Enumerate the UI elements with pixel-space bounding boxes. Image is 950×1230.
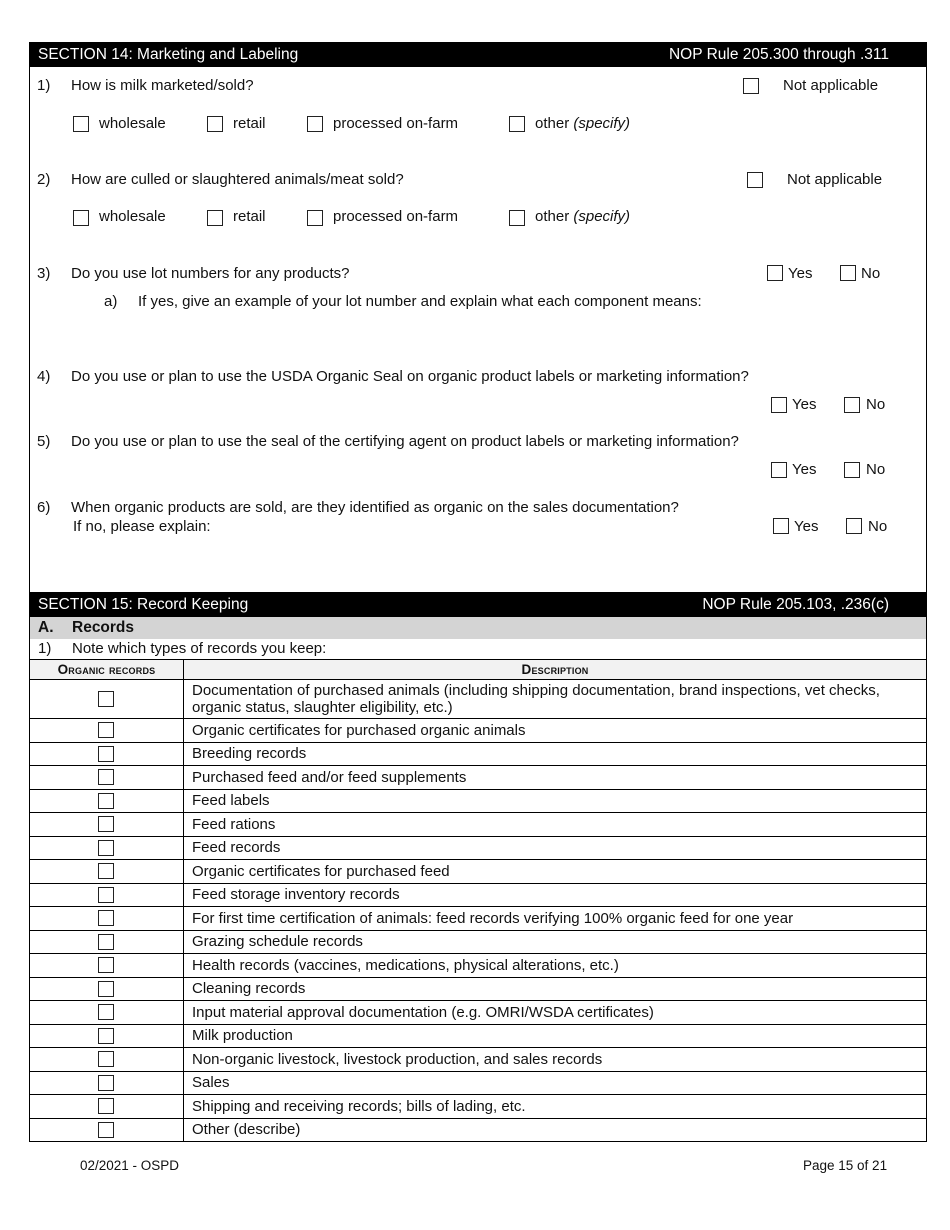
record-checkbox[interactable] bbox=[98, 910, 114, 926]
q5-yes-label: Yes bbox=[792, 461, 817, 478]
record-description: Other (describe) bbox=[184, 1118, 927, 1142]
record-description: Breeding records bbox=[184, 742, 927, 766]
q6-text: When organic products are sold, are they identified as organic on the sales documentation? bbox=[71, 499, 679, 516]
q3-no-label: No bbox=[861, 265, 881, 282]
records-letter: A. bbox=[38, 619, 54, 636]
column-header-description: Description bbox=[184, 660, 927, 680]
q2-other-text: other bbox=[535, 208, 574, 225]
q2-not-applicable-label: Not applicable bbox=[787, 171, 883, 188]
footer-page-number: Page 15 of 21 bbox=[803, 1158, 888, 1173]
organic-records-cell bbox=[30, 1095, 184, 1119]
q1-retail-checkbox[interactable] bbox=[207, 116, 223, 132]
record-checkbox[interactable] bbox=[98, 746, 114, 762]
organic-records-cell bbox=[30, 883, 184, 907]
records-note-row bbox=[29, 639, 927, 660]
q1-not-applicable-checkbox[interactable] bbox=[743, 78, 759, 94]
q2-processed-checkbox[interactable] bbox=[307, 210, 323, 226]
table-row bbox=[30, 1095, 927, 1119]
q4-text: Do you use or plan to use the USDA Organic Seal on organic product labels or marketing information? bbox=[71, 368, 749, 385]
record-checkbox[interactable] bbox=[98, 1098, 114, 1114]
record-description: Health records (vaccines, medications, physical alterations, etc.) bbox=[184, 954, 927, 978]
q1-other-text: other bbox=[535, 115, 574, 132]
q3-text: Do you use lot numbers for any products? bbox=[71, 265, 350, 282]
q1-not-applicable-label: Not applicable bbox=[783, 77, 879, 94]
q5-text: Do you use or plan to use the seal of the certifying agent on product labels or marketing information? bbox=[71, 433, 739, 450]
table-row bbox=[30, 954, 927, 978]
record-description: Input material approval documentation (e.g. OMRI/WSDA certificates) bbox=[184, 1001, 927, 1025]
q6-yes-checkbox[interactable] bbox=[773, 518, 789, 534]
record-description: Grazing schedule records bbox=[184, 930, 927, 954]
q2-wholesale-label: wholesale bbox=[99, 208, 166, 225]
table-row bbox=[30, 789, 927, 813]
organic-records-cell bbox=[30, 930, 184, 954]
q2-processed-label: processed on-farm bbox=[333, 208, 459, 225]
records-table bbox=[29, 659, 927, 1142]
organic-records-cell bbox=[30, 789, 184, 813]
records-subheader bbox=[29, 617, 927, 639]
q5-no-label: No bbox=[866, 461, 886, 478]
q1-other-checkbox[interactable] bbox=[509, 116, 525, 132]
record-description: Milk production bbox=[184, 1024, 927, 1048]
q2-text: How are culled or slaughtered animals/meat sold? bbox=[71, 171, 404, 188]
q6-explain-label: If no, please explain: bbox=[73, 518, 211, 535]
record-checkbox[interactable] bbox=[98, 957, 114, 973]
section-15-rule: NOP Rule 205.103, .236(c) bbox=[702, 596, 889, 613]
record-checkbox[interactable] bbox=[98, 722, 114, 738]
organic-records-cell bbox=[30, 1071, 184, 1095]
organic-records-cell bbox=[30, 836, 184, 860]
section-15-title: SECTION 15: Record Keeping bbox=[38, 596, 249, 613]
q2-other-checkbox[interactable] bbox=[509, 210, 525, 226]
q1-number: 1) bbox=[37, 77, 51, 94]
q4-no-checkbox[interactable] bbox=[844, 397, 860, 413]
q5-number: 5) bbox=[37, 433, 51, 450]
q3-yes-label: Yes bbox=[788, 265, 813, 282]
record-description: Organic certificates for purchased feed bbox=[184, 860, 927, 884]
q4-yes-label: Yes bbox=[792, 396, 817, 413]
table-row bbox=[30, 883, 927, 907]
organic-records-cell bbox=[30, 907, 184, 931]
record-checkbox[interactable] bbox=[98, 840, 114, 856]
table-row bbox=[30, 1001, 927, 1025]
record-description: Feed storage inventory records bbox=[184, 883, 927, 907]
organic-records-cell bbox=[30, 766, 184, 790]
record-description: Feed labels bbox=[184, 789, 927, 813]
record-description: Organic certificates for purchased organic animals bbox=[184, 719, 927, 743]
q1-other-specify: (specify) bbox=[573, 115, 631, 132]
record-description: Cleaning records bbox=[184, 977, 927, 1001]
record-description: Purchased feed and/or feed supplements bbox=[184, 766, 927, 790]
record-checkbox[interactable] bbox=[98, 691, 114, 707]
organic-records-cell bbox=[30, 719, 184, 743]
record-checkbox[interactable] bbox=[98, 1028, 114, 1044]
organic-records-cell bbox=[30, 977, 184, 1001]
table-row bbox=[30, 1024, 927, 1048]
section-14-title: SECTION 14: Marketing and Labeling bbox=[38, 46, 299, 63]
q1-retail-label: retail bbox=[233, 115, 266, 132]
record-checkbox[interactable] bbox=[98, 981, 114, 997]
organic-records-cell bbox=[30, 954, 184, 978]
records-note-number: 1) bbox=[38, 640, 52, 657]
table-row bbox=[30, 742, 927, 766]
organic-records-cell bbox=[30, 1048, 184, 1072]
record-checkbox[interactable] bbox=[98, 1122, 114, 1138]
record-description: Sales bbox=[184, 1071, 927, 1095]
table-row bbox=[30, 813, 927, 837]
record-checkbox[interactable] bbox=[98, 816, 114, 832]
record-description: Feed records bbox=[184, 836, 927, 860]
q5-yes-checkbox[interactable] bbox=[771, 462, 787, 478]
record-checkbox[interactable] bbox=[98, 793, 114, 809]
q1-processed-checkbox[interactable] bbox=[307, 116, 323, 132]
q1-wholesale-checkbox[interactable] bbox=[73, 116, 89, 132]
record-description: Non-organic livestock, livestock production, and sales records bbox=[184, 1048, 927, 1072]
record-checkbox[interactable] bbox=[98, 887, 114, 903]
table-row bbox=[30, 930, 927, 954]
table-row bbox=[30, 836, 927, 860]
q3-no-checkbox[interactable] bbox=[840, 265, 856, 281]
table-row bbox=[30, 1048, 927, 1072]
q1-text: How is milk marketed/sold? bbox=[71, 77, 254, 94]
q6-number: 6) bbox=[37, 499, 51, 516]
q6-no-label: No bbox=[868, 518, 888, 535]
q2-retail-checkbox[interactable] bbox=[207, 210, 223, 226]
footer-date: 02/2021 - OSPD bbox=[80, 1158, 180, 1173]
q3-number: 3) bbox=[37, 265, 51, 282]
q6-yes-label: Yes bbox=[794, 518, 819, 535]
section-14-rule: NOP Rule 205.300 through .311 bbox=[668, 46, 889, 63]
record-description: For first time certification of animals: feed records verifying 100% organic feed for one year bbox=[184, 907, 927, 931]
organic-records-cell bbox=[30, 860, 184, 884]
table-row bbox=[30, 719, 927, 743]
organic-records-cell bbox=[30, 1024, 184, 1048]
q2-not-applicable-checkbox[interactable] bbox=[747, 172, 763, 188]
record-description: Documentation of purchased animals (including shipping documentation, brand inspections, vet checks, organic status, slaughter eligibility, etc.) bbox=[184, 680, 927, 719]
organic-records-cell bbox=[30, 1118, 184, 1142]
organic-records-cell bbox=[30, 813, 184, 837]
q4-no-label: No bbox=[866, 396, 886, 413]
q3-yes-checkbox[interactable] bbox=[767, 265, 783, 281]
q2-other-label bbox=[535, 208, 630, 225]
q1-processed-label: processed on-farm bbox=[333, 115, 459, 132]
q3a-number: a) bbox=[104, 293, 118, 310]
q2-retail-label: retail bbox=[233, 208, 266, 225]
record-description: Shipping and receiving records; bills of lading, etc. bbox=[184, 1095, 927, 1119]
q2-wholesale-checkbox[interactable] bbox=[73, 210, 89, 226]
records-note-text: Note which types of records you keep: bbox=[72, 640, 327, 657]
q2-number: 2) bbox=[37, 171, 51, 188]
organic-records-cell bbox=[30, 680, 184, 719]
record-checkbox[interactable] bbox=[98, 1051, 114, 1067]
q5-no-checkbox[interactable] bbox=[844, 462, 860, 478]
q4-yes-checkbox[interactable] bbox=[771, 397, 787, 413]
q4-number: 4) bbox=[37, 368, 51, 385]
q2-other-specify: (specify) bbox=[573, 208, 631, 225]
q1-other-label bbox=[535, 115, 630, 132]
records-table-header bbox=[30, 660, 927, 680]
organic-records-cell bbox=[30, 1001, 184, 1025]
record-description: Feed rations bbox=[184, 813, 927, 837]
table-row bbox=[30, 977, 927, 1001]
table-row bbox=[30, 1118, 927, 1142]
table-row bbox=[30, 907, 927, 931]
table-row bbox=[30, 1071, 927, 1095]
record-checkbox[interactable] bbox=[98, 769, 114, 785]
table-row bbox=[30, 680, 927, 719]
table-row bbox=[30, 766, 927, 790]
table-row bbox=[30, 860, 927, 884]
column-header-organic-records: Organic records bbox=[30, 660, 184, 680]
record-checkbox[interactable] bbox=[98, 1075, 114, 1091]
q1-wholesale-label: wholesale bbox=[99, 115, 166, 132]
record-checkbox[interactable] bbox=[98, 934, 114, 950]
q6-no-checkbox[interactable] bbox=[846, 518, 862, 534]
section-14-header bbox=[29, 42, 927, 67]
q3a-text: If yes, give an example of your lot number and explain what each component means: bbox=[138, 293, 702, 310]
organic-records-cell bbox=[30, 742, 184, 766]
records-title: Records bbox=[72, 619, 135, 636]
record-checkbox[interactable] bbox=[98, 1004, 114, 1020]
section-15-header bbox=[29, 592, 927, 617]
record-checkbox[interactable] bbox=[98, 863, 114, 879]
